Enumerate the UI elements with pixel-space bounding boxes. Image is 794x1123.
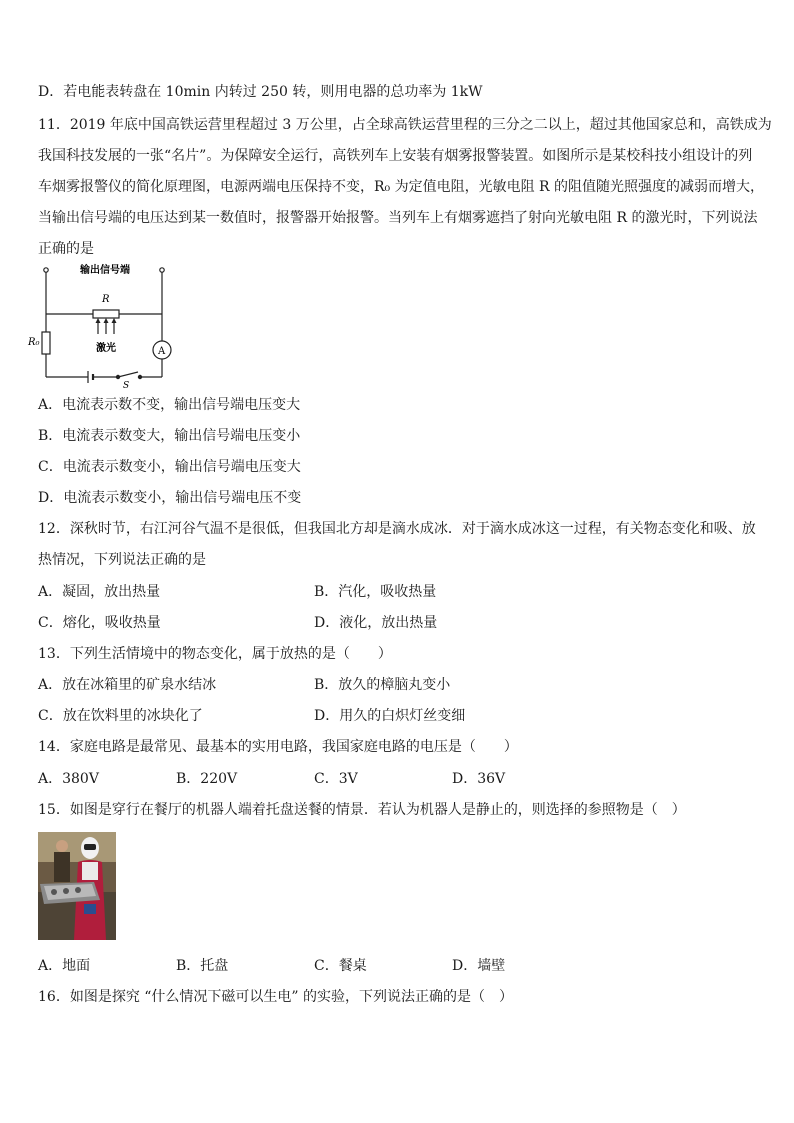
q12-stem-line-2: 热情况，下列说法正确的是 — [38, 552, 206, 568]
q11-stem-line-1: 11．2019 年底中国高铁运营里程超过 3 万公里，占全球高铁运营里程的三分之二以上，超过其他国家总和，高铁成为 — [38, 117, 772, 133]
q15-option-a: A．地面 — [38, 958, 91, 974]
q11-option-d: D．电流表示数变小，输出信号端电压不变 — [38, 490, 302, 506]
q11-option-b: B．电流表示数变大，输出信号端电压变小 — [38, 428, 301, 444]
circuit-r0-label: R₀ — [28, 337, 40, 348]
q13-option-c: C．放在饮料里的冰块化了 — [38, 708, 203, 724]
q12-option-c: C．熔化，吸收热量 — [38, 615, 161, 631]
circuit-output-label: 输出信号端 — [80, 265, 130, 276]
q11-stem-line-2: 我国科技发展的一张“名片”。为保障安全运行，高铁列车上安装有烟雾报警装置。如图所示是某校科技小组设计的列 — [38, 148, 753, 164]
q11-stem-line-3: 车烟雾报警仪的简化原理图，电源两端电压保持不变，R₀ 为定值电阻，光敏电阻 R 的阻值随光照强度的减弱而增大， — [38, 179, 765, 195]
q14-stem: 14．家庭电路是最常见、最基本的实用电路，我国家庭电路的电压是（ ） — [38, 739, 518, 755]
q11-option-a: A．电流表示数不变，输出信号端电压变大 — [38, 397, 301, 413]
q12-option-a: A．凝固，放出热量 — [38, 584, 161, 600]
q10-option-d: D．若电能表转盘在 10min 内转过 250 转，则用电器的总功率为 1kW — [38, 84, 483, 100]
q13-option-d: D．用久的白炽灯丝变细 — [314, 708, 466, 724]
q14-option-c: C．3V — [314, 771, 358, 787]
circuit-r-label: R — [102, 294, 110, 305]
circuit-switch-label: S — [123, 381, 130, 391]
q15-option-c: C．餐桌 — [314, 958, 367, 974]
q11-stem-line-5: 正确的是 — [38, 241, 94, 257]
circuit-laser-label: 激光 — [96, 343, 116, 354]
circuit-diagram — [30, 262, 190, 390]
q12-stem-line-1: 12．深秋时节，右江河谷气温不是很低，但我国北方却是滴水成冰．对于滴水成冰这一过程，有关物态变化和吸、放 — [38, 521, 756, 537]
q12-option-d: D．液化，放出热量 — [314, 615, 438, 631]
q13-stem: 13．下列生活情境中的物态变化，属于放热的是（ ） — [38, 646, 392, 662]
q13-option-a: A．放在冰箱里的矿泉水结冰 — [38, 677, 217, 693]
q14-option-a: A．380V — [38, 771, 99, 787]
q15-stem: 15．如图是穿行在餐厅的机器人端着托盘送餐的情景．若认为机器人是静止的，则选择的参照物是（ ） — [38, 802, 686, 818]
q11-option-c: C．电流表示数变小，输出信号端电压变大 — [38, 459, 301, 475]
q15-option-d: D．墙壁 — [452, 958, 506, 974]
q16-stem: 16．如图是探究 “什么情况下磁可以生电” 的实验，下列说法正确的是（ ） — [38, 989, 514, 1005]
q14-option-b: B．220V — [176, 771, 238, 787]
circuit-ammeter-label: A — [158, 346, 166, 357]
q12-option-b: B．汽化，吸收热量 — [314, 584, 437, 600]
q13-option-b: B．放久的樟脑丸变小 — [314, 677, 451, 693]
robot-waiter-photo — [38, 832, 116, 940]
q14-option-d: D．36V — [452, 771, 506, 787]
q11-stem-line-4: 当输出信号端的电压达到某一数值时，报警器开始报警。当列车上有烟雾遮挡了射向光敏电阻 R 的激光时，下列说法 — [38, 210, 758, 226]
q15-option-b: B．托盘 — [176, 958, 229, 974]
